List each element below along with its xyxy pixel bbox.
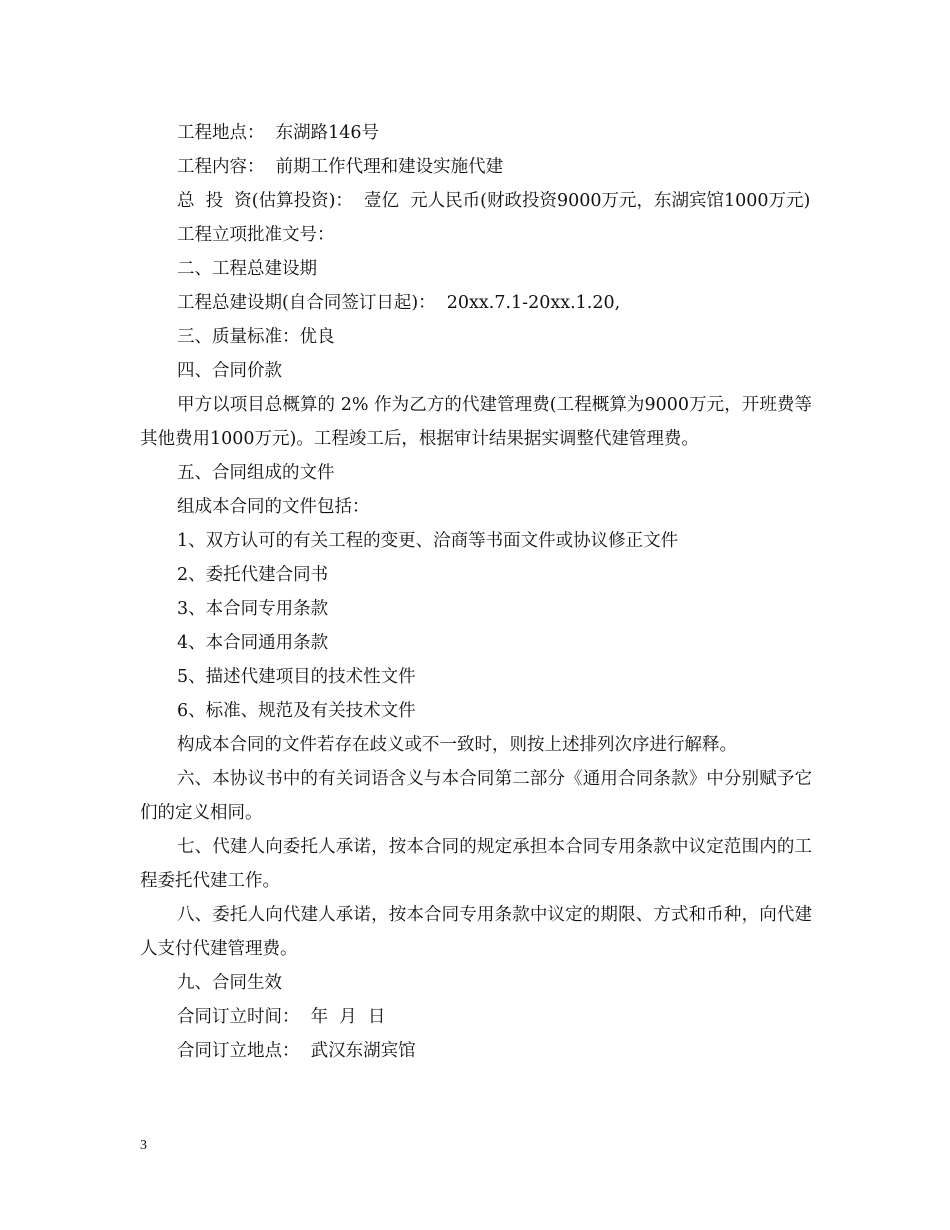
project-location: 工程地点： 东湖路146号 [177, 123, 380, 143]
section-6-paragraph: 六、本协议书中的有关词语含义与本合同第二部分《通用合同条款》中分别赋予它们的定义相同。 [140, 769, 812, 823]
total-investment: 总 投 资(估算投资)： 壹亿 元人民币(财政投资9000万元，东湖宾馆1000万元) [177, 191, 811, 211]
document-list-item: 6、标准、规范及有关技术文件 [177, 701, 416, 721]
construction-period: 工程总建设期(自合同签订日起)： 20xx.7.1-20xx.1.20, [177, 293, 621, 313]
section-8-paragraph: 八、委托人向代建人承诺，按本合同专用条款中议定的期限、方式和币种，向代建人支付代建管理费。 [140, 905, 812, 959]
document-list-item: 2、委托代建合同书 [177, 565, 329, 585]
page-number: 3 [140, 1138, 147, 1153]
document-list-item: 1、双方认可的有关工程的变更、洽商等书面文件或协议修正文件 [177, 531, 679, 551]
document-list-item: 4、本合同通用条款 [177, 633, 329, 653]
document-body [140, 116, 812, 1068]
contract-date: 合同订立时间： 年 月 日 [177, 1007, 386, 1027]
section-heading-4: 四、合同价款 [177, 361, 282, 381]
documents-intro: 组成本合同的文件包括： [177, 497, 370, 517]
project-content: 工程内容： 前期工作代理和建设实施代建 [177, 157, 504, 177]
section-heading-3: 三、质量标准：优良 [177, 327, 335, 347]
interpretation-paragraph: 构成本合同的文件若存在歧义或不一致时，则按上述排列次序进行解释。 [177, 735, 737, 755]
section-7-paragraph: 七、代建人向委托人承诺，按本合同的规定承担本合同专用条款中议定范围内的工程委托代建工作。 [140, 837, 812, 891]
section-heading-5: 五、合同组成的文件 [177, 463, 335, 483]
document-list-item: 3、本合同专用条款 [177, 599, 329, 619]
contract-place: 合同订立地点： 武汉东湖宾馆 [177, 1041, 416, 1061]
contract-price-paragraph: 甲方以项目总概算的 2% 作为乙方的代建管理费(工程概算为9000万元，开班费等其他费用1000万元)。工程竣工后，根据审计结果据实调整代建管理费。 [140, 395, 812, 449]
section-heading-9: 九、合同生效 [177, 973, 282, 993]
section-heading-2: 二、工程总建设期 [177, 259, 317, 279]
document-list-item: 5、描述代建项目的技术性文件 [177, 667, 416, 687]
approval-number: 工程立项批准文号： [177, 225, 335, 245]
